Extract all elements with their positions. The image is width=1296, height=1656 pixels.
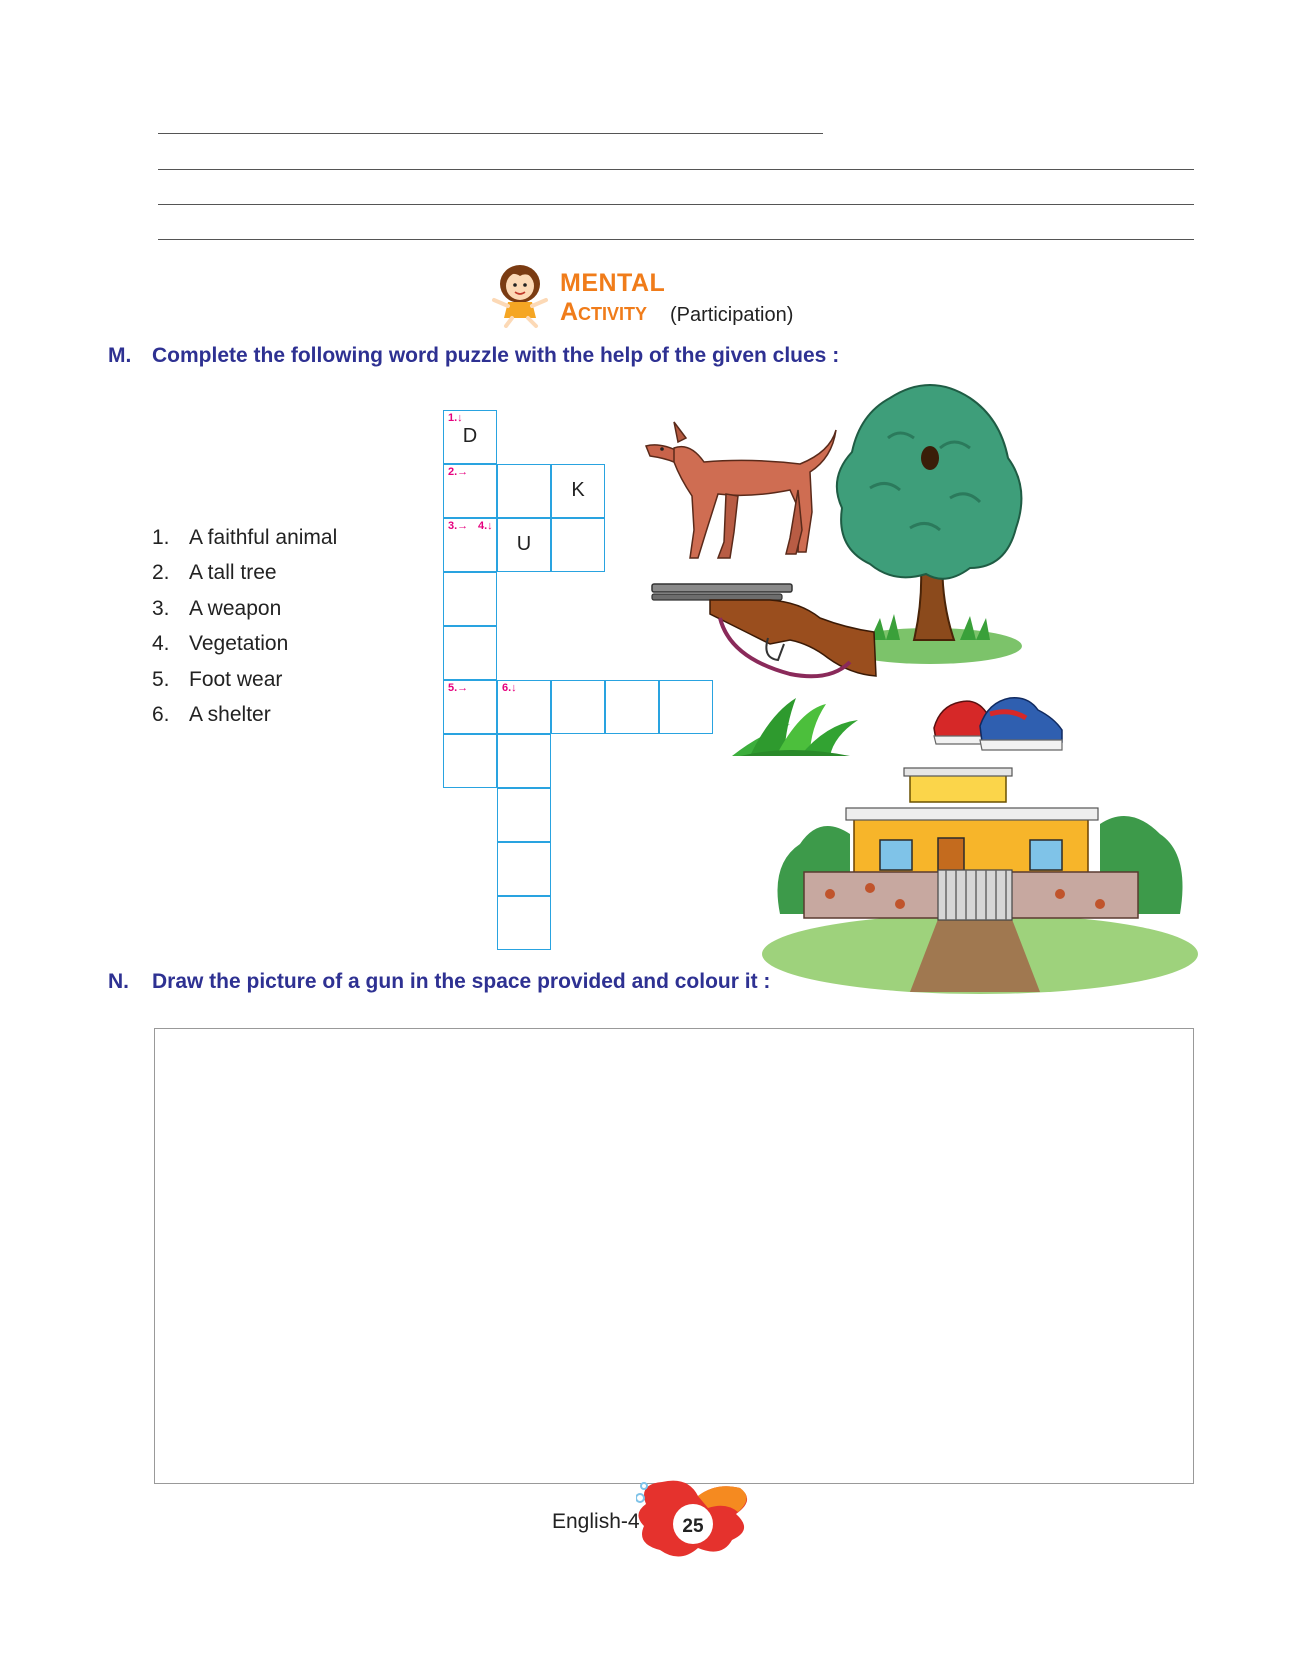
crossword-cell[interactable] — [551, 518, 605, 572]
writing-line-2[interactable] — [158, 169, 1194, 170]
given-letter-d: D — [462, 425, 478, 447]
crossword-cell[interactable] — [443, 734, 497, 788]
clue-label-3: 3.→ — [448, 520, 469, 532]
crossword-cell[interactable] — [497, 518, 551, 572]
grass-illustration — [730, 694, 860, 758]
crossword-cell[interactable] — [443, 464, 497, 518]
writing-line-3[interactable] — [158, 204, 1194, 205]
crossword-cell[interactable] — [443, 572, 497, 626]
crossword-cell[interactable] — [497, 464, 551, 518]
crossword-cell[interactable] — [443, 626, 497, 680]
clue-item — [152, 591, 337, 626]
clue-text: Foot wear — [189, 667, 283, 691]
clue-number: 3. — [152, 596, 170, 620]
question-m-text: Complete the following word puzzle with the help of the given clues : — [152, 344, 840, 367]
girl-mascot-icon — [490, 262, 560, 328]
clue-item — [152, 520, 337, 555]
house-illustration — [760, 754, 1200, 994]
mental-title: MENTAL — [560, 269, 666, 297]
clue-number: 2. — [152, 561, 170, 585]
clue-number: 5. — [152, 667, 170, 691]
clue-label-5: 5.→ — [448, 682, 469, 694]
question-m-number: M. — [108, 344, 132, 367]
question-n-heading — [108, 970, 770, 994]
clue-number: 4. — [152, 632, 170, 656]
question-n-number: N. — [108, 970, 129, 993]
question-m-heading — [108, 344, 839, 368]
clue-item — [152, 626, 337, 661]
clue-text: A shelter — [189, 702, 271, 726]
crossword-cell[interactable] — [551, 464, 605, 518]
clue-label-4: 4.↓ — [478, 520, 493, 532]
clue-item — [152, 555, 337, 590]
clue-text: A faithful animal — [189, 526, 338, 549]
given-letter-u: U — [516, 533, 532, 555]
activity-subtitle: Activity — [560, 298, 648, 326]
crossword-cell[interactable] — [497, 788, 551, 842]
shoes-illustration — [930, 688, 1065, 754]
clue-item — [152, 697, 337, 732]
clue-label-1: 1.↓ — [448, 412, 463, 424]
clue-list — [152, 520, 337, 732]
dog-illustration — [640, 412, 840, 564]
crossword-cell[interactable] — [443, 410, 497, 464]
crossword-cell[interactable] — [497, 680, 551, 734]
clue-number: 6. — [152, 702, 170, 726]
crossword-cell[interactable] — [443, 518, 497, 572]
participation-note: (Participation) — [670, 304, 794, 326]
page-number: 25 — [682, 1516, 704, 1537]
crossword-cell[interactable] — [497, 896, 551, 950]
clue-text: A tall tree — [189, 561, 277, 585]
clue-text: Vegetation — [189, 632, 289, 656]
crossword-cell[interactable] — [443, 680, 497, 734]
gun-illustration — [650, 578, 880, 698]
writing-line-4[interactable] — [158, 239, 1194, 240]
crossword-cell[interactable] — [551, 680, 605, 734]
given-letter-k: K — [571, 479, 585, 501]
question-n-text: Draw the picture of a gun in the space provided and colour it : — [152, 970, 771, 993]
clue-item — [152, 662, 337, 697]
drawing-area[interactable] — [154, 1028, 1194, 1484]
crossword-cell[interactable] — [497, 734, 551, 788]
clue-label-6: 6.↓ — [502, 682, 517, 694]
clue-text: A weapon — [189, 596, 282, 620]
clue-number: 1. — [152, 526, 170, 549]
clue-label-2: 2.→ — [448, 466, 469, 478]
writing-line-1[interactable] — [158, 133, 823, 134]
book-title: English-4 — [552, 1510, 640, 1533]
crossword-cell[interactable] — [497, 842, 551, 896]
